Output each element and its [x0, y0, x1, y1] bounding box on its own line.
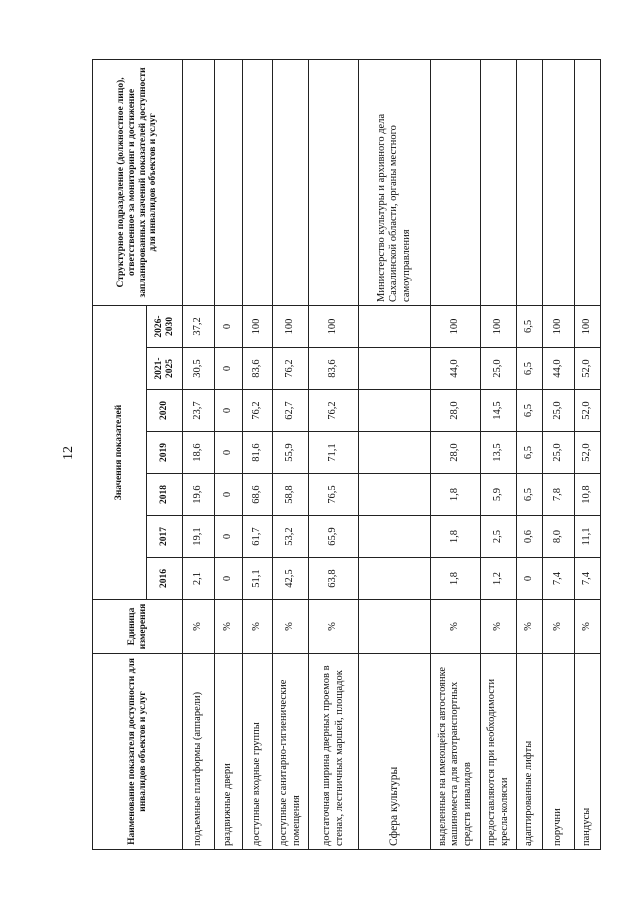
header-year: 2020	[147, 390, 183, 432]
row-unit: %	[543, 600, 575, 654]
table-row	[273, 59, 309, 849]
row-value: 1,8	[431, 474, 481, 516]
row-value: 0	[215, 390, 243, 432]
section-responsible: Министерство культуры и архивного дела Сахалинской области, органы местного самоуправления	[359, 59, 431, 305]
row-value: 81,6	[243, 432, 273, 474]
row-value	[359, 305, 431, 347]
row-value: 7,4	[543, 558, 575, 600]
row-value: 0	[517, 558, 543, 600]
row-value: 37,2	[183, 305, 215, 347]
section-title: Сфера культуры	[359, 654, 431, 850]
row-responsible	[243, 59, 273, 305]
row-value: 19,6	[183, 474, 215, 516]
row-unit: %	[215, 600, 243, 654]
table-row	[517, 59, 543, 849]
row-unit: %	[575, 600, 601, 654]
row-value: 0	[215, 558, 243, 600]
row-value: 0	[215, 516, 243, 558]
row-value: 11,1	[575, 516, 601, 558]
section-row	[359, 59, 431, 849]
row-value: 23,7	[183, 390, 215, 432]
header-year: 2018	[147, 474, 183, 516]
row-value: 28,0	[431, 432, 481, 474]
row-value: 5,9	[481, 474, 517, 516]
row-value: 100	[309, 305, 359, 347]
row-name: предоставляются при необходимости кресла-коляски	[481, 654, 517, 850]
row-value: 52,0	[575, 432, 601, 474]
row-unit	[359, 600, 431, 654]
row-value: 100	[575, 305, 601, 347]
row-value: 30,5	[183, 348, 215, 390]
row-value: 0	[215, 432, 243, 474]
row-value: 2,1	[183, 558, 215, 600]
row-name: подъемные платформы (аппарели)	[183, 654, 215, 850]
row-value: 62,7	[273, 390, 309, 432]
row-value: 1,8	[431, 558, 481, 600]
row-value: 44,0	[431, 348, 481, 390]
row-value: 76,2	[309, 390, 359, 432]
header-year: 2016	[147, 558, 183, 600]
row-value: 53,2	[273, 516, 309, 558]
row-value: 7,8	[543, 474, 575, 516]
row-value	[359, 432, 431, 474]
row-name: выделенные на имеющейся автостоянке машиноместа для автотранспортных средств инвалидов	[431, 654, 481, 850]
row-value: 63,8	[309, 558, 359, 600]
table-row	[575, 59, 601, 849]
page-number: 12	[61, 446, 76, 460]
row-value	[359, 516, 431, 558]
row-value: 0	[215, 348, 243, 390]
row-value: 51,1	[243, 558, 273, 600]
row-value: 83,6	[243, 348, 273, 390]
row-value: 6,5	[517, 305, 543, 347]
row-value: 0	[215, 474, 243, 516]
row-responsible	[481, 59, 517, 305]
row-value: 25,0	[543, 432, 575, 474]
row-value	[359, 474, 431, 516]
row-value: 76,2	[273, 348, 309, 390]
row-unit: %	[243, 600, 273, 654]
row-value: 6,5	[517, 474, 543, 516]
row-value: 2,5	[481, 516, 517, 558]
table-row	[309, 59, 359, 849]
row-name: раздвижные двери	[215, 654, 243, 850]
row-value: 6,5	[517, 348, 543, 390]
table-row	[215, 59, 243, 849]
row-value: 19,1	[183, 516, 215, 558]
row-value: 1,8	[431, 516, 481, 558]
row-value: 42,5	[273, 558, 309, 600]
row-name: поручни	[543, 654, 575, 850]
row-responsible	[273, 59, 309, 305]
row-responsible	[215, 59, 243, 305]
table-row	[243, 59, 273, 849]
row-value: 13,5	[481, 432, 517, 474]
row-unit: %	[517, 600, 543, 654]
table-row	[543, 59, 575, 849]
row-responsible	[543, 59, 575, 305]
row-value: 14,5	[481, 390, 517, 432]
row-value: 100	[431, 305, 481, 347]
row-value: 83,6	[309, 348, 359, 390]
row-value: 100	[481, 305, 517, 347]
row-value: 65,9	[309, 516, 359, 558]
row-responsible	[183, 59, 215, 305]
row-value: 100	[243, 305, 273, 347]
row-responsible	[575, 59, 601, 305]
row-value	[359, 348, 431, 390]
row-unit: %	[309, 600, 359, 654]
row-name: доступные санитарно-гигиенические помещения	[273, 654, 309, 850]
row-value: 71,1	[309, 432, 359, 474]
row-value: 10,8	[575, 474, 601, 516]
header-year: 2019	[147, 432, 183, 474]
row-value: 100	[273, 305, 309, 347]
table-row	[183, 59, 215, 849]
row-value: 25,0	[481, 348, 517, 390]
row-value: 1,2	[481, 558, 517, 600]
row-value: 76,5	[309, 474, 359, 516]
row-value: 100	[543, 305, 575, 347]
accessibility-indicators-table	[92, 59, 601, 850]
table-row	[481, 59, 517, 849]
row-value: 76,2	[243, 390, 273, 432]
header-responsible: Структурное подразделение (должностное лицо), ответственное за мониторинг и достижение запланированных значений показателей доступности для инвалидов объектов и услуг	[93, 59, 183, 305]
row-value: 0	[215, 305, 243, 347]
row-value: 18,6	[183, 432, 215, 474]
row-name: пандусы	[575, 654, 601, 850]
row-responsible	[431, 59, 481, 305]
row-value: 7,4	[575, 558, 601, 600]
row-name: достаточная ширина дверных проемов в стенах, лестничных маршей, площадок	[309, 654, 359, 850]
header-year: 2017	[147, 516, 183, 558]
row-value: 58,8	[273, 474, 309, 516]
row-unit: %	[481, 600, 517, 654]
rotated-table-container	[92, 60, 604, 850]
table-row	[431, 59, 481, 849]
row-value: 44,0	[543, 348, 575, 390]
row-value: 25,0	[543, 390, 575, 432]
row-value: 52,0	[575, 348, 601, 390]
row-name: доступные входные группы	[243, 654, 273, 850]
row-value: 55,9	[273, 432, 309, 474]
row-unit: %	[431, 600, 481, 654]
row-value: 0,6	[517, 516, 543, 558]
row-value: 6,5	[517, 432, 543, 474]
row-value: 68,6	[243, 474, 273, 516]
row-value	[359, 390, 431, 432]
row-responsible	[517, 59, 543, 305]
header-year: 2021-2025	[147, 348, 183, 390]
row-value: 28,0	[431, 390, 481, 432]
header-unit: Единица измерения	[93, 600, 183, 654]
row-value: 8,0	[543, 516, 575, 558]
header-values-group: Значения показателей	[93, 305, 147, 599]
row-value: 6,5	[517, 390, 543, 432]
header-year: 2026-2030	[147, 305, 183, 347]
row-unit: %	[183, 600, 215, 654]
row-value: 52,0	[575, 390, 601, 432]
header-name: Наименование показателя доступности для инвалидов объектов и услуг	[93, 654, 183, 850]
row-value: 61,7	[243, 516, 273, 558]
row-name: адаптированные лифты	[517, 654, 543, 850]
row-responsible	[309, 59, 359, 305]
row-unit: %	[273, 600, 309, 654]
row-value	[359, 558, 431, 600]
